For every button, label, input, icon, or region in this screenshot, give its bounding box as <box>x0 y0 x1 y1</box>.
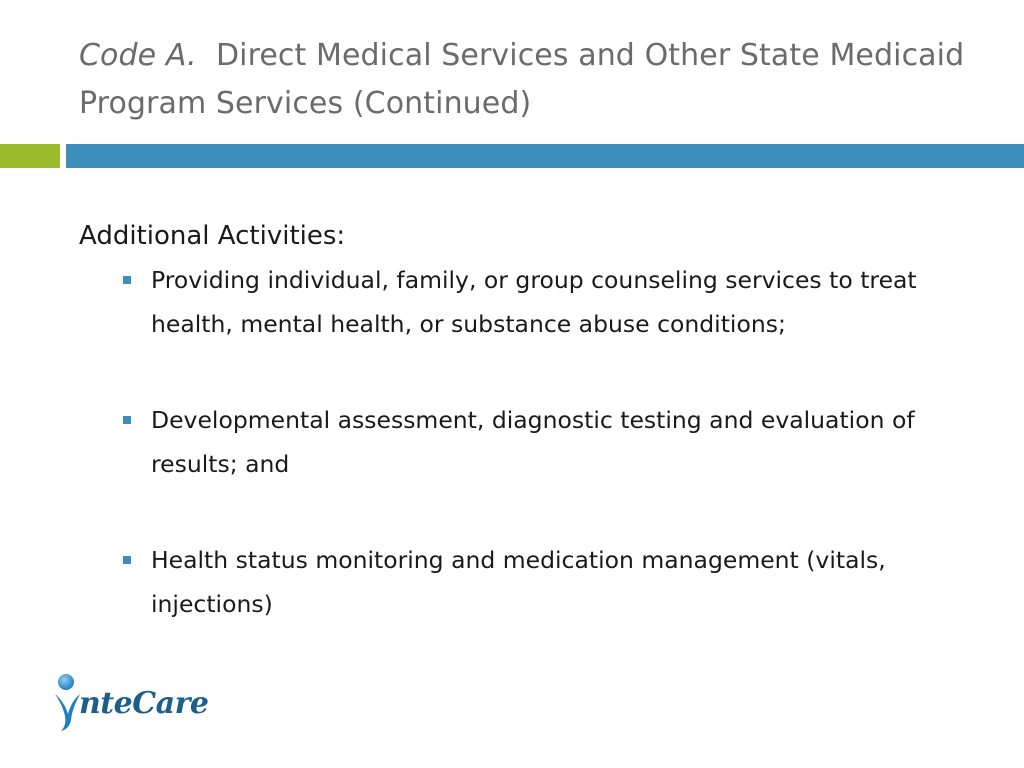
slide-title-text: Direct Medical Services and Other State Medicaid Program Services (Continued) <box>79 38 965 121</box>
accent-bar-blue <box>66 144 1024 168</box>
list-item <box>79 258 979 346</box>
section-heading: Additional Activities: <box>79 221 346 251</box>
slide-title <box>79 32 979 128</box>
logo-wordmark: nteCare <box>79 686 209 721</box>
intecare-logo <box>52 672 212 732</box>
square-bullet-icon <box>123 556 131 564</box>
square-bullet-icon <box>123 416 131 424</box>
list-item-text: Providing individual, family, or group counseling services to treat health, mental health, or substance abuse conditions; <box>151 266 917 338</box>
accent-bar-green <box>0 144 60 168</box>
slide-title-code: Code A. <box>79 38 197 73</box>
slide-content <box>79 214 979 626</box>
square-bullet-icon <box>123 276 131 284</box>
bullet-list <box>79 258 979 626</box>
list-item <box>79 538 979 626</box>
list-item-text: Developmental assessment, diagnostic testing and evaluation of results; and <box>151 406 915 478</box>
list-item <box>79 398 979 486</box>
list-item-text: Health status monitoring and medication management (vitals, injections) <box>151 546 886 618</box>
